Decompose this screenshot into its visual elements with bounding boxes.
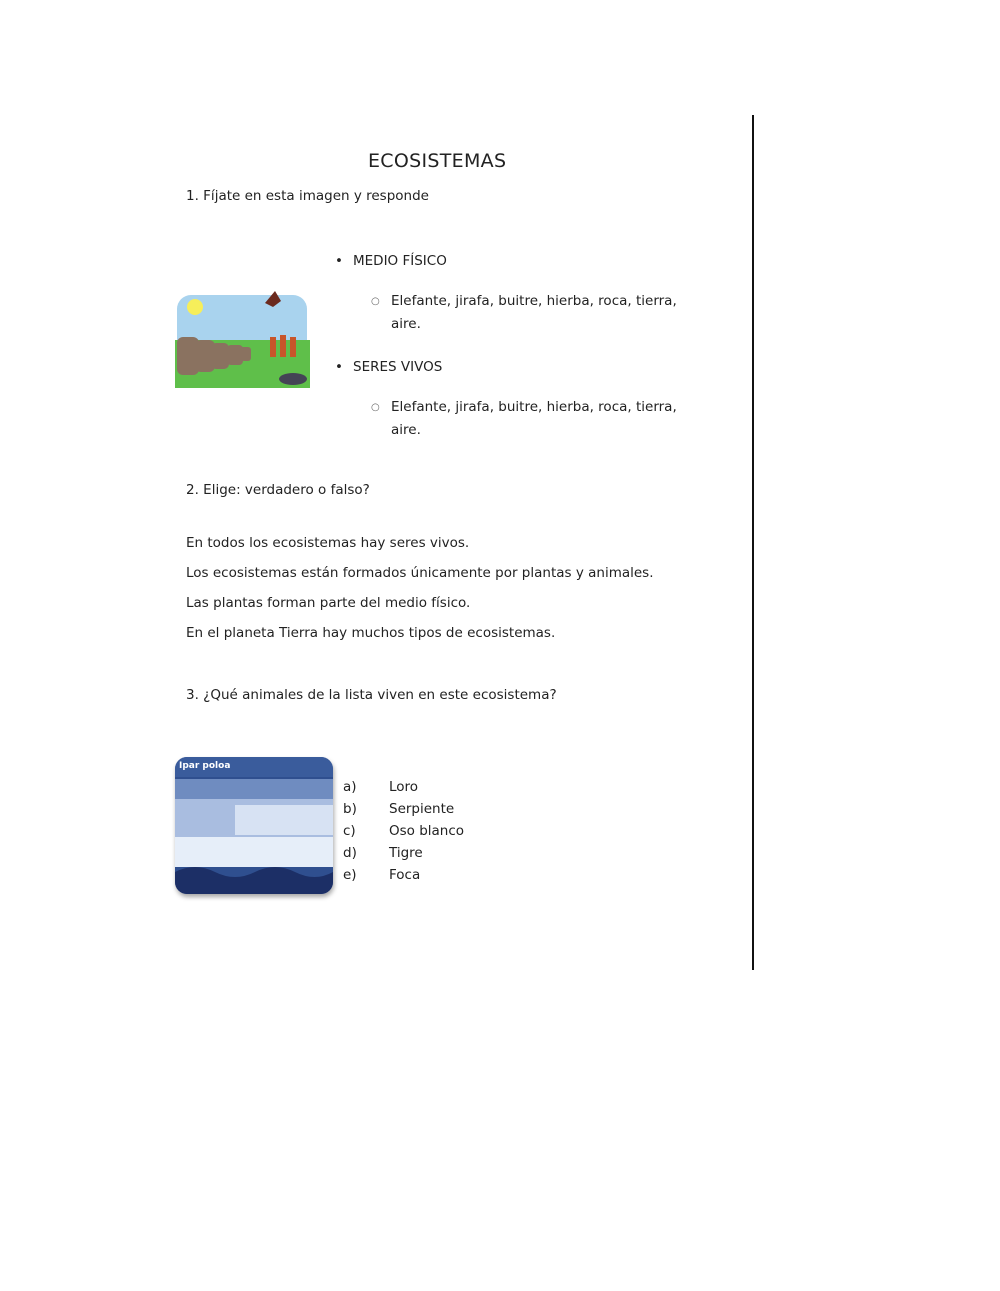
group-answer-line: aire. <box>391 316 421 332</box>
group-answer-line: ○ Elefante, jirafa, buitre, hierba, roca, tierra, <box>391 293 677 309</box>
group-answer-line: ○ Elefante, jirafa, buitre, hierba, roca, tierra, <box>391 399 677 415</box>
option-text: Serpiente <box>389 801 455 817</box>
option-letter: a) <box>343 779 357 795</box>
group-label-seres-vivos: • SERES VIVOS <box>353 359 442 375</box>
question-2: 2. Elige: verdadero o falso? <box>186 482 370 498</box>
photo-caption: Ipar poloa <box>179 761 231 771</box>
option-letter: d) <box>343 845 357 861</box>
margin-line <box>752 115 754 970</box>
group-label-medio-fisico: • MEDIO FÍSICO <box>353 253 447 269</box>
group-answer-line: aire. <box>391 422 421 438</box>
statement: En todos los ecosistemas hay seres vivos. <box>186 535 470 551</box>
option-letter: b) <box>343 801 357 817</box>
statement: Los ecosistemas están formados únicamente por plantas y animales. <box>186 565 654 581</box>
question-1: 1. Fíjate en esta imagen y responde <box>186 188 429 204</box>
statement: Las plantas forman parte del medio físico. <box>186 595 471 611</box>
option-text: Loro <box>389 779 419 795</box>
statement: En el planeta Tierra hay muchos tipos de ecosistemas. <box>186 625 556 641</box>
savanna-illustration <box>175 285 310 390</box>
option-letter: c) <box>343 823 356 839</box>
option-text: Oso blanco <box>389 823 465 839</box>
option-text: Foca <box>389 867 421 883</box>
option-letter: e) <box>343 867 357 883</box>
page-title: ECOSISTEMAS <box>368 150 507 172</box>
option-text: Tigre <box>389 845 423 861</box>
question-3: 3. ¿Qué animales de la lista viven en este ecosistema? <box>186 687 557 703</box>
polar-photo <box>175 757 333 894</box>
